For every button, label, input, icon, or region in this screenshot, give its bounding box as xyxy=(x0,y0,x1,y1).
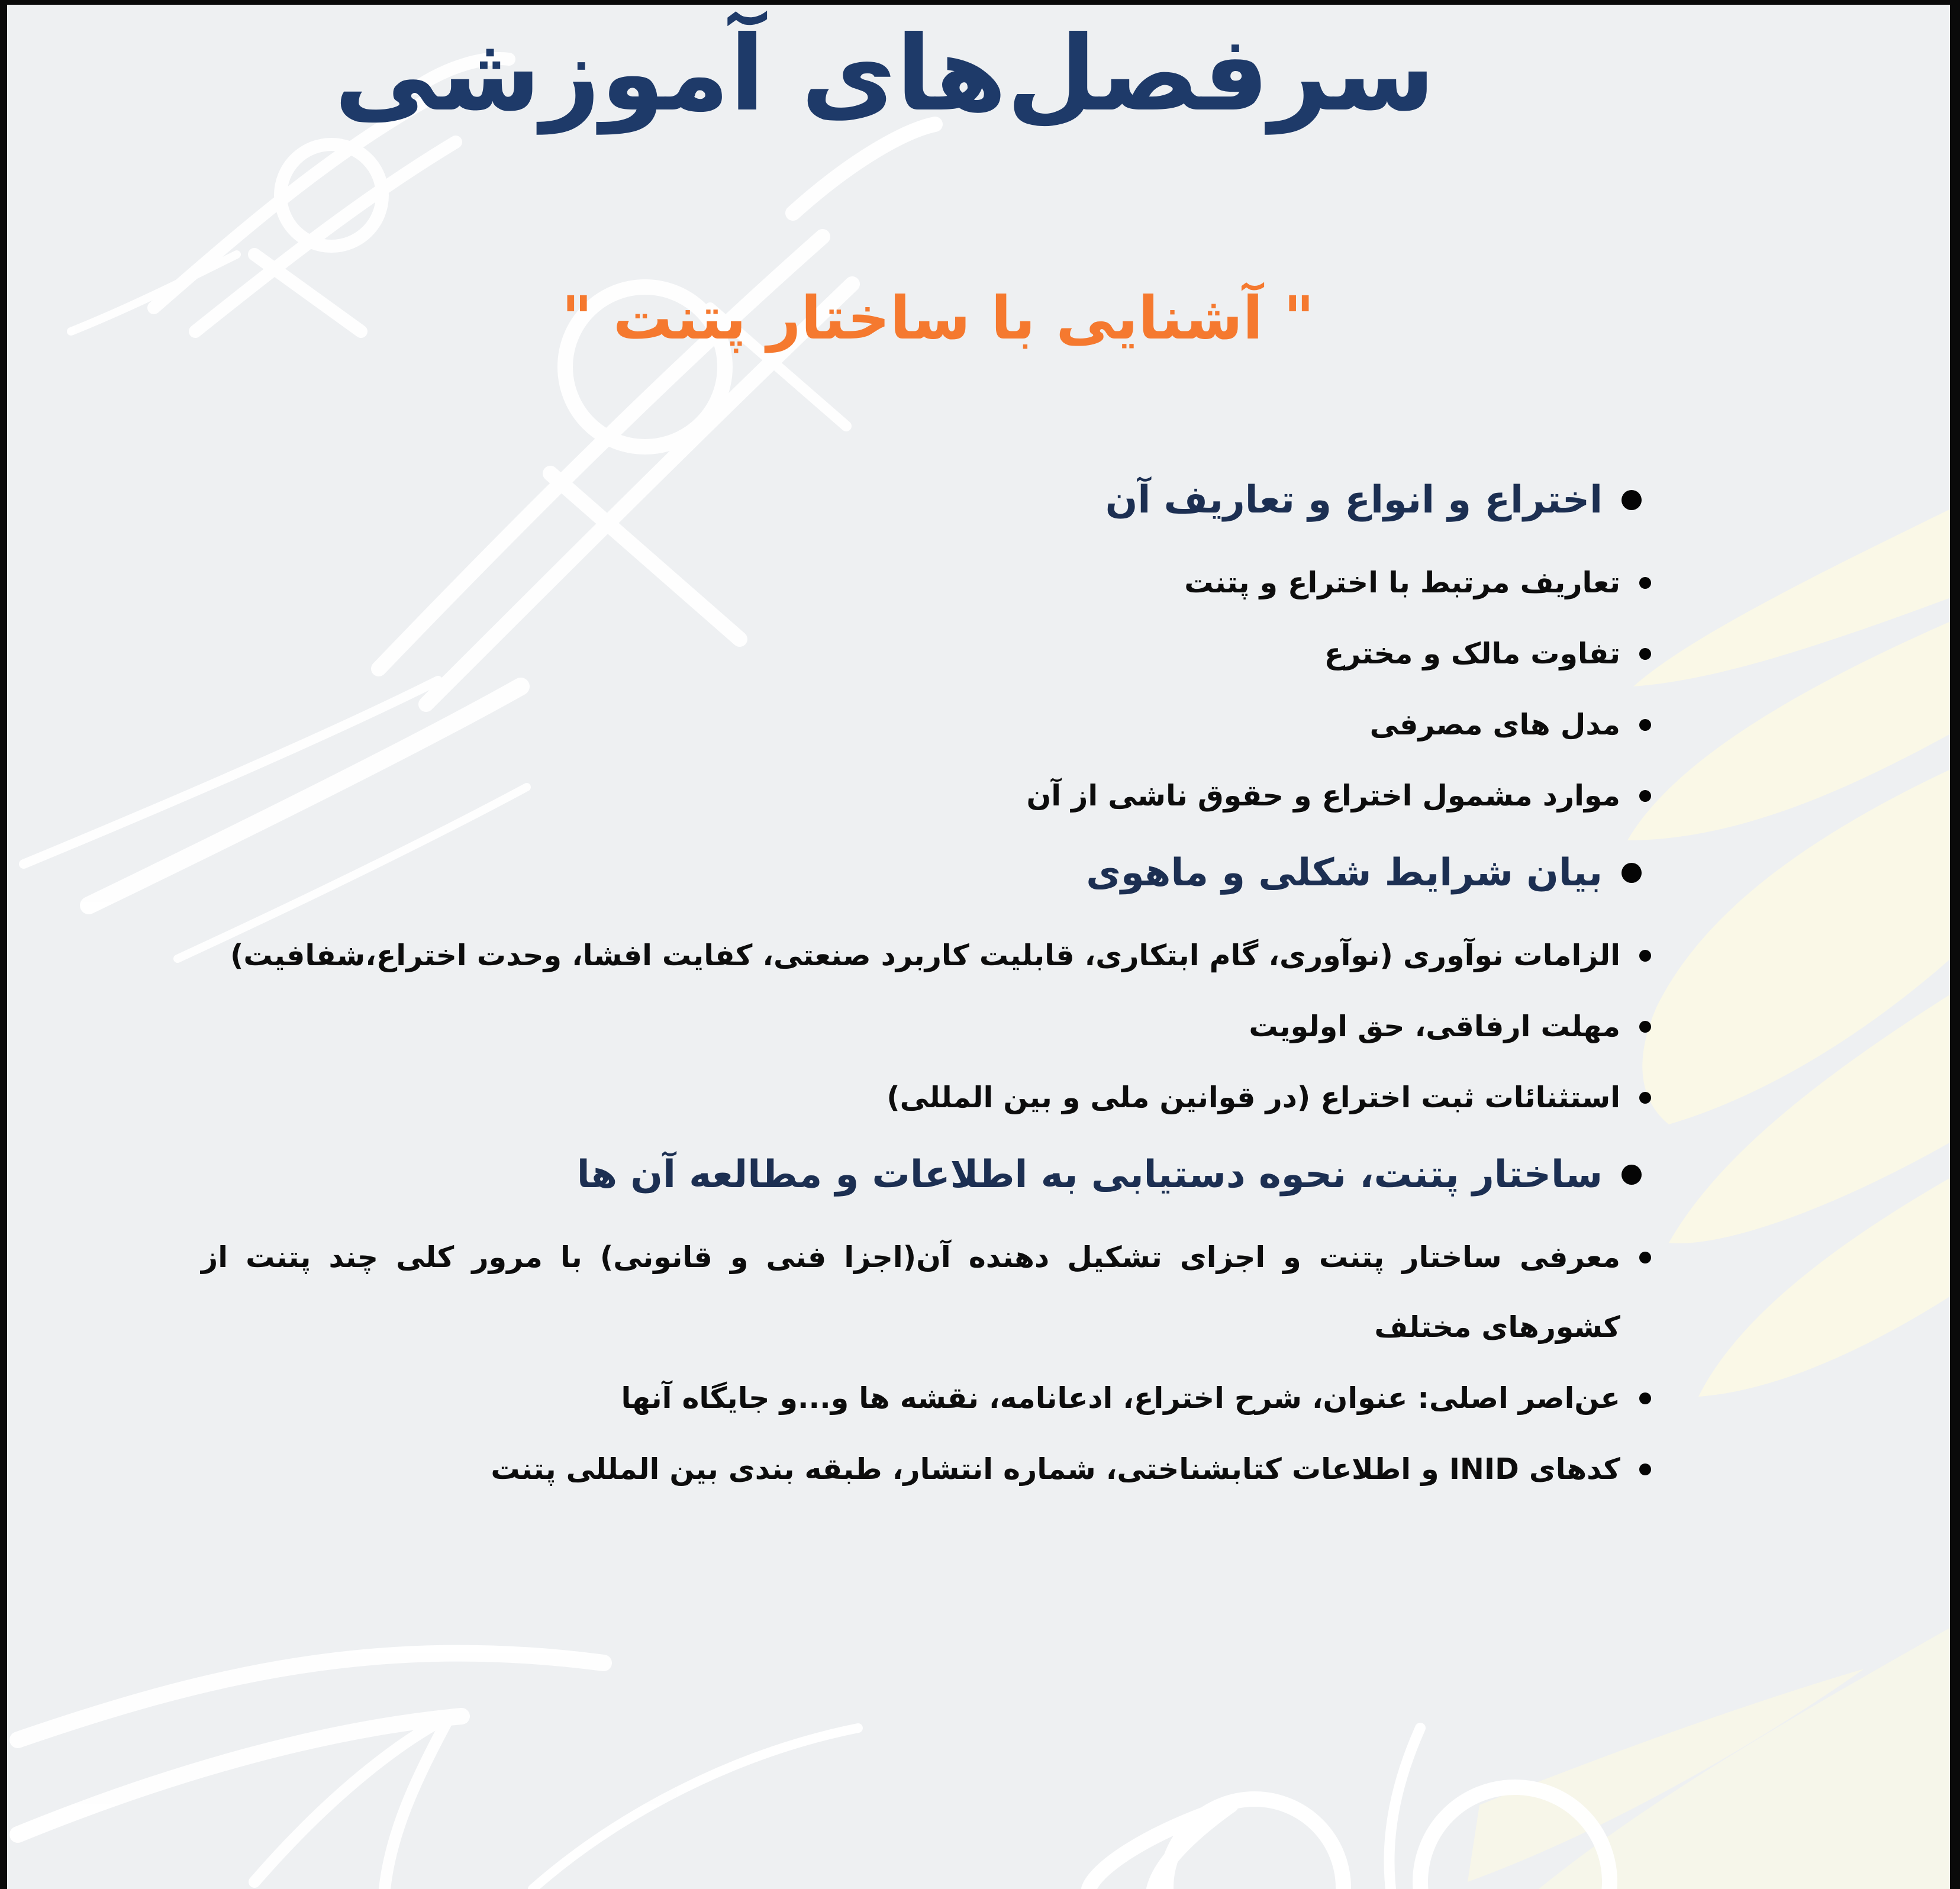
list-item xyxy=(201,1435,1657,1504)
list-item xyxy=(201,832,1657,914)
bullet-icon xyxy=(1621,1165,1642,1185)
bullet-icon xyxy=(1639,1464,1651,1475)
list-item xyxy=(201,1134,1657,1216)
list-item xyxy=(201,619,1657,689)
bullet-icon xyxy=(1639,790,1651,802)
list-item-text: عن‌اصر اصلی: عنوان، شرح اختراع، ادعانامه، نقشه ها و...و جایگاه آنها xyxy=(621,1381,1620,1415)
bullet-icon xyxy=(1639,719,1651,731)
list-item-text: ساختار پتنت، نحوه دستیابی به اطلاعات و مطالعه آن ها xyxy=(576,1153,1603,1197)
page-subtitle: " آشنایی با ساختار پتنت " xyxy=(561,283,1315,353)
list-item-text: الزامات نوآوری (نوآوری، گام ابتکاری، قابلیت کاربرد صنعتی، کفایت افشا، وحدت اختراع،شفافیت) xyxy=(230,939,1620,972)
bullet-icon xyxy=(1621,490,1642,510)
bullet-icon xyxy=(1639,648,1651,660)
bullet-icon xyxy=(1639,1021,1651,1033)
list-item xyxy=(201,1363,1657,1433)
list-item-text: استثنائات ثبت اختراع (در قوانین ملی و بین المللی) xyxy=(886,1081,1620,1114)
list-item-text: اختراع و انواع و تعاریف آن xyxy=(1105,478,1603,522)
list-item-text: کدهای INID و اطلاعات کتابشناختی، شماره انتشار، طبقه بندی بین المللی پتنت xyxy=(491,1452,1620,1486)
list-item xyxy=(201,921,1657,991)
bullet-icon xyxy=(1639,950,1651,962)
bullet-icon xyxy=(1621,863,1642,883)
list-item-text: موارد مشمول اختراع و حقوق ناشی از آن xyxy=(1026,779,1620,813)
list-item-text: بیان شرایط شکلی و ماهوی xyxy=(1086,851,1603,895)
list-item xyxy=(201,992,1657,1062)
list-item xyxy=(201,1223,1657,1362)
page-title: سرفصل‌های آموزشی xyxy=(334,14,1436,134)
bullet-icon xyxy=(1639,1092,1651,1104)
list-item xyxy=(201,761,1657,831)
bullet-icon xyxy=(1639,1252,1651,1263)
list-item xyxy=(201,459,1657,541)
right-edge-bar xyxy=(1950,0,1960,1889)
list-item xyxy=(201,1063,1657,1133)
bullet-icon xyxy=(1639,1392,1651,1404)
topics-list xyxy=(201,459,1657,1506)
list-item-text: مهلت ارفاقی، حق اولویت xyxy=(1249,1010,1620,1043)
list-item xyxy=(201,548,1657,618)
list-item-text: تفاوت مالک و مخترع xyxy=(1324,637,1620,671)
list-item-text: معرفی ساختار پتنت و اجزای تشکیل دهنده آن(اجزا فنی و قانونی) با مرور کلی چند پتنت از کشورهای مختلف xyxy=(201,1240,1620,1344)
list-item-text: تعاریف مرتبط با اختراع و پتنت xyxy=(1184,566,1620,599)
top-edge-bar xyxy=(0,0,1960,5)
bullet-icon xyxy=(1639,577,1651,589)
list-item-text: مدل های مصرفی xyxy=(1369,708,1620,742)
list-item xyxy=(201,690,1657,760)
